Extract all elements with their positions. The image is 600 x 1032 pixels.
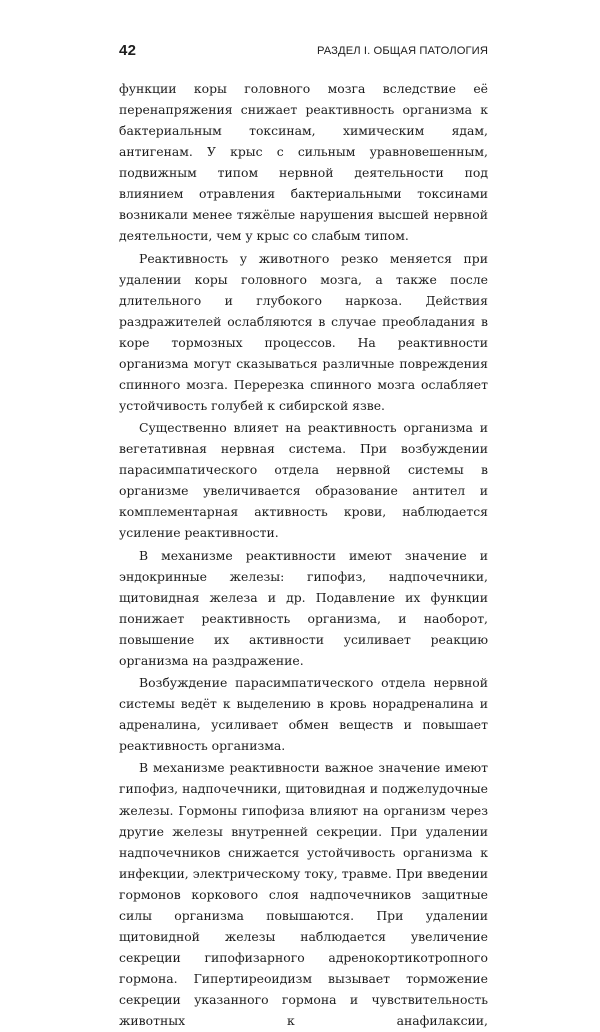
body-text [119,78,488,1032]
paragraph: В механизме реактивности важное значение имеют гипофиз, надпочечники, щитовидная и поджелудочные железы. Гормоны гипофиза влияют на организм через другие железы внутренней секреции. При удалении надпочечников снижается устойчивость организма к инфекции, электрическому току, травме. При введении гормонов коркового слоя надпочечников защитные силы организма повышаются. При удалении щитовидной железы наблюдается увеличение секреции гипофизарного адренокортикотропного гормона. Гипертиреоидизм вызывает торможение секреции указанного гормона и чувствительность животных к анафилаксии, [119,760,488,1028]
paragraph: Существенно влияет на реактивность организма и вегетативная нервная система. При возбуждении парасимпатического отдела нервной системы в организме увеличивается образование антител и комплементарная активность крови, наблюдается усиление реактивности. [119,420,488,541]
page-header [119,41,488,63]
paragraph-continued: функции коры головного мозга вследствие её перенапряжения снижает реактивность организма к бактериальным токсинам, химическим ядам, антигенам. У крыс с сильным уравновешенным, подвижным типом нервной деятельности под влиянием отравления бактериальными токсинами возникали менее тяжёлые нарушения высшей нервной деятельности, чем у крыс со слабым типом. [119,81,488,244]
paragraph: Возбуждение парасимпатического отдела нервной системы ведёт к выделению в кровь норадреналина и адреналина, усиливает обмен веществ и повышает реактивность организма. [119,675,488,754]
page-number: 42 [119,42,137,59]
paragraph: В механизме реактивности имеют значение и эндокринные железы: гипофиз, надпочечники, щитовидная железа и др. Подавление их функции понижает реактивность организма, и наоборот, повышение их активности усиливает реакцию организма на раздражение. [119,547,488,668]
paragraph: Реактивность у животного резко меняется при удалении коры головного мозга, а также после длительного и глубокого наркоза. Действия раздражителей ослабляются в случае преобладания в коре тормозных процессов. На реактивности организма могут сказываться различные повреждения спинного мозга. Перерезка спинного мозга ослабляет устойчивость голубей к сибирской язве. [119,250,488,413]
running-head: РАЗДЕЛ I. ОБЩАЯ ПАТОЛОГИЯ [316,45,488,57]
